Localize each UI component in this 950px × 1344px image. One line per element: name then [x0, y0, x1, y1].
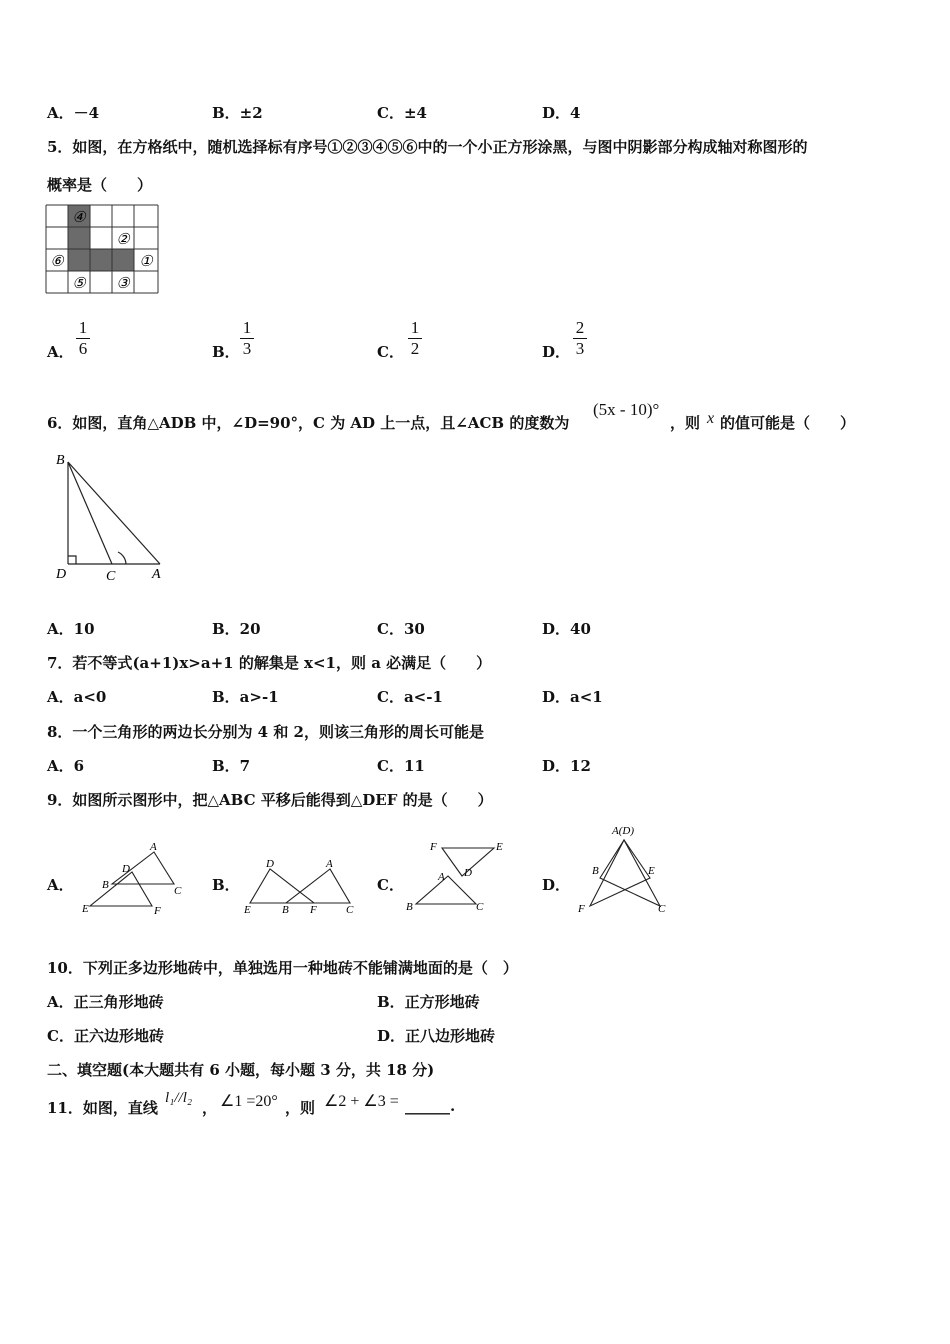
q9-option-c-letter: C．	[377, 876, 404, 894]
q5-grid-figure	[45, 204, 163, 298]
q7-option-d: D．a<1	[542, 688, 603, 706]
q4-option-c: C．±4	[377, 104, 427, 122]
segment-bc	[68, 462, 112, 564]
vertex-b-label: B	[56, 453, 65, 468]
q4-option-d: D．4	[542, 104, 581, 122]
q5-option-a-fraction	[73, 318, 93, 359]
q11-stem-part1: 11．如图，直线	[47, 1099, 158, 1117]
label-f: F	[154, 905, 161, 917]
q10-option-a: A．正三角形地砖	[47, 993, 164, 1011]
triangle-abc	[416, 876, 476, 904]
label-d: D	[266, 858, 274, 870]
triangle-def	[250, 869, 314, 903]
q10-stem: 10．下列正多边形地砖中，单独选用一种地砖不能铺满地面的是（ ）	[47, 959, 518, 977]
q11-answer-blank[interactable]: ______.	[405, 1097, 456, 1115]
q8-option-b: B．7	[212, 757, 251, 775]
grid-lines	[46, 205, 158, 293]
label-e: E	[244, 904, 251, 916]
q5-option-a-letter: A．	[47, 343, 74, 361]
q8-option-d: D．12	[542, 757, 591, 775]
label-a: A	[150, 841, 157, 853]
q6-option-a: A．10	[47, 620, 95, 638]
q5-stem-line2: 概率是（ ）	[47, 176, 153, 194]
segment-ba	[68, 462, 160, 564]
q11-angle-1: ∠1 =20°	[220, 1093, 278, 1110]
fraction-numerator: 1	[242, 318, 252, 337]
q5-option-d-fraction	[570, 318, 590, 359]
q5-option-b-letter: B．	[212, 343, 240, 361]
angle-arc	[118, 552, 126, 564]
q7-stem: 7．若不等式(a+1)x>a+1 的解集是 x<1，则 a 必满足（ ）	[47, 654, 492, 672]
label-d: D	[122, 863, 130, 875]
label-e: E	[82, 903, 89, 915]
triangle-abc	[286, 869, 350, 903]
q7-option-b: B．a>-1	[212, 688, 279, 706]
q6-stem-part2: ，则	[670, 414, 701, 432]
q9-option-b-letter: B．	[212, 876, 240, 894]
fraction-denominator: 6	[78, 339, 88, 358]
q6-option-d: D．40	[542, 620, 591, 638]
q6-triangle-figure	[52, 450, 172, 584]
triangle-dfe	[590, 840, 650, 906]
q11-parallel-lines: l₁//l₂	[165, 1090, 193, 1106]
section-title: 二、填空题(本大题共有 6 小题，每小题 3 分，共 18 分)	[47, 1061, 435, 1079]
q6-stem-part1: 6．如图，直角△ADB 中，∠D=90°，C 为 AD 上一点，且∠ACB 的度数为	[47, 414, 570, 432]
q9-option-d-letter: D．	[542, 876, 571, 894]
label-e: E	[648, 865, 655, 877]
q8-stem: 8．一个三角形的两边长分别为 4 和 2，则该三角形的周长可能是	[47, 723, 484, 741]
q8-option-a: A．6	[47, 757, 85, 775]
q4-option-a: A．－4	[47, 104, 100, 122]
grid-label-2: ②	[116, 232, 130, 248]
label-a: A	[326, 858, 333, 870]
label-e: E	[496, 841, 503, 853]
right-angle-mark	[68, 556, 76, 564]
shaded-cell	[68, 227, 90, 249]
q9-figure-a	[78, 840, 188, 920]
q9-figure-c	[404, 838, 514, 918]
label-c: C	[174, 885, 182, 897]
q11-stem-part2: ，则	[285, 1099, 316, 1117]
label-d: D	[464, 867, 472, 879]
vertex-d-label: D	[56, 567, 67, 582]
label-a-d: A(D)	[612, 825, 634, 837]
q5-option-b-fraction	[237, 318, 257, 359]
q6-stem-part3: 的值可能是（ ）	[720, 414, 856, 432]
fraction-numerator: 1	[410, 318, 420, 337]
q9-stem: 9．如图所示图形中，把△ABC 平移后能得到△DEF 的是（ ）	[47, 791, 493, 809]
label-b: B	[406, 901, 413, 913]
q10-option-b: B．正方形地砖	[377, 993, 480, 1011]
vertex-a-label: A	[152, 567, 161, 582]
q4-option-b: B．±2	[212, 104, 263, 122]
vertex-c-label: C	[106, 569, 116, 584]
label-a: A	[438, 871, 445, 883]
label-f: F	[430, 841, 437, 853]
label-f: F	[310, 904, 317, 916]
grid-label-4: ④	[72, 210, 86, 226]
label-b: B	[282, 904, 289, 916]
fraction-denominator: 3	[575, 339, 585, 358]
q5-option-c-letter: C．	[377, 343, 404, 361]
shaded-cell	[90, 249, 112, 271]
q7-option-a: A．a<0	[47, 688, 107, 706]
shaded-cell	[68, 249, 90, 271]
q6-expression: (5x - 10)°	[593, 400, 660, 419]
grid-label-5: ⑤	[72, 276, 86, 292]
fraction-denominator: 3	[242, 339, 252, 358]
q11-expression: ∠2 + ∠3 =	[324, 1093, 399, 1110]
label-f: F	[578, 903, 585, 915]
q10-option-d: D．正八边形地砖	[377, 1027, 496, 1045]
grid-label-6: ⑥	[50, 254, 64, 270]
fraction-denominator: 2	[410, 339, 420, 358]
label-c: C	[346, 904, 354, 916]
q6-option-b: B．20	[212, 620, 261, 638]
grid-label-3: ③	[116, 276, 130, 292]
q8-option-c: C．11	[377, 757, 425, 775]
q6-variable: x	[707, 410, 715, 427]
q9-option-a-letter: A．	[47, 876, 74, 894]
label-c: C	[658, 903, 666, 915]
shaded-cell	[112, 249, 134, 271]
q7-option-c: C．a<-1	[377, 688, 443, 706]
q5-option-c-fraction	[405, 318, 425, 359]
q11-separator: ，	[202, 1099, 218, 1117]
q6-option-c: C．30	[377, 620, 425, 638]
q9-figure-d	[574, 822, 674, 918]
fraction-numerator: 1	[78, 318, 88, 337]
label-b: B	[592, 865, 599, 877]
label-b: B	[102, 879, 109, 891]
q10-option-c: C．正六边形地砖	[47, 1027, 164, 1045]
q5-stem-line1: 5．如图，在方格纸中，随机选择标有序号①②③④⑤⑥中的一个小正方形涂黑，与图中阴影部分构成轴对称图形的	[47, 138, 808, 156]
q9-figure-b	[242, 855, 362, 919]
label-c: C	[476, 901, 484, 913]
q5-option-d-letter: D．	[542, 343, 571, 361]
grid-label-1: ①	[139, 254, 153, 270]
fraction-numerator: 2	[575, 318, 585, 337]
